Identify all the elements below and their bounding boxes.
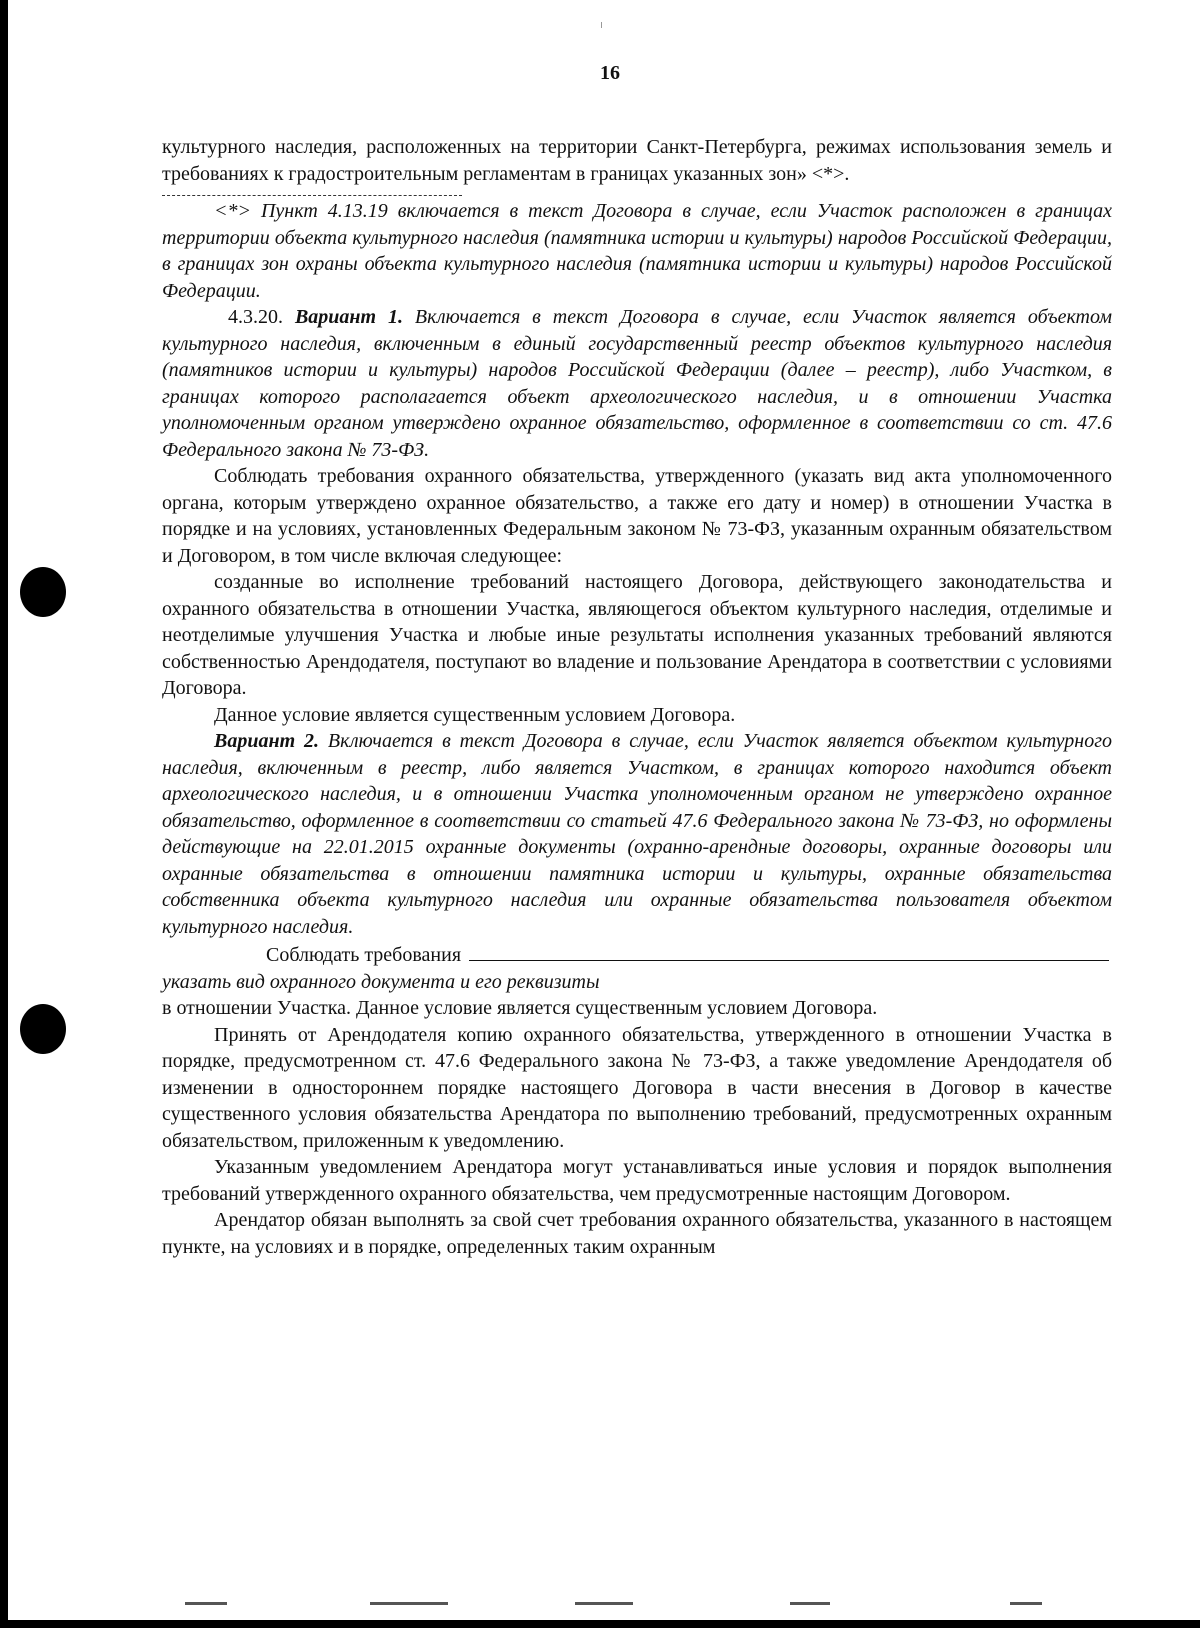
comply-requirements-line — [162, 940, 1112, 969]
accept-copy-paragraph: Принять от Арендодателя копию охранного обязательства, утвержденного в отношении Участка в порядке, предусмотренном ст. 47.6 Федерального закона № 73-ФЗ, а также уведомление Арендодателя об изменении в одностороннем порядке настоящего Договора в части внесения в Договор в качестве существенного условия обязательства Арендатора по выполнению требований, предусмотренных охранным обязательством, приложенным к уведомлению. — [162, 1023, 1112, 1152]
scan-mark — [601, 22, 602, 28]
fill-in-blank — [469, 940, 1109, 961]
footnote-paragraph: <*> Пункт 4.13.19 включается в текст Договора в случае, если Участок расположен в границах территории объекта культурного наследия (памятника истории и культуры) народов Российской Федерации, в границах зон охраны объекта культурного наследия (памятника истории и культуры) народов Российской Федерации. — [162, 200, 1112, 302]
punch-hole-top — [20, 567, 66, 617]
clause-number: 4.3.20. — [228, 306, 295, 328]
footnote-separator — [162, 195, 462, 196]
signature-mark — [575, 1602, 633, 1605]
relation-paragraph: в отношении Участка. Данное условие является существенным условием Договора. — [162, 997, 878, 1019]
signature-mark — [790, 1602, 830, 1605]
punch-hole-bottom — [20, 1004, 66, 1054]
essential-condition-paragraph: Данное условие является существенным условием Договора. — [214, 703, 736, 726]
signature-mark — [1010, 1602, 1042, 1605]
variant-1-text: Включается в текст Договора в случае, если Участок является объектом культурного наследия, включенным в единый государственный реестр объектов культурного наследия (памятников истории и культуры) народов Российской Федерации (далее – реестр), либо Участком, в границах которого располагается объект археологического наследия, и в отношении Участка уполномоченным органом утверждено охранное обязательство, оформленное в соответствии со ст. 47.6 Федерального закона № 73-ФЗ. — [162, 306, 1113, 461]
document-body — [162, 134, 1112, 1260]
variant-1-label: Вариант 1. — [294, 306, 403, 328]
variant-2-label: Вариант 2. — [214, 730, 320, 752]
signature-mark — [370, 1602, 448, 1605]
scan-bottom-edge — [0, 1620, 1200, 1628]
scan-left-edge — [0, 0, 8, 1628]
improvements-paragraph: созданные во исполнение требований настоящего Договора, действующего законодательства и охранного обязательства в отношении Участка, являющегося объектом культурного наследия, отделимые и неотделимые улучшения Участка и любые иные результаты исполнения указанных требований являются собственностью Арендодателя, поступают во владение и пользование Арендатора в соответствии с условиями Договора. — [162, 571, 1112, 699]
clause-4-3-20 — [162, 304, 1112, 463]
comply-requirements-label: Соблюдать требования — [266, 944, 462, 966]
comply-obligation-paragraph: Соблюдать требования охранного обязательства, утвержденного (указать вид акта уполномоченного органа, которым утверждено охранное обязательство, а также его дату и номер) в отношении Участка в порядке и на условиях, установленных Федеральным законом № 73-ФЗ, указанным охранным обязательством и Договором, в том числе включая следующее: — [162, 465, 1112, 567]
variant-2-paragraph — [162, 728, 1112, 940]
page-number: 16 — [600, 62, 620, 84]
notice-paragraph: Указанным уведомлением Арендатора могут устанавливаться иные условия и порядок выполнения требований утвержденного охранного обязательства, чем предусмотренные настоящим Договором. — [162, 1156, 1112, 1205]
variant-2-text: Включается в текст Договора в случае, если Участок является объектом культурного наследия, включенным в реестр, либо является Участком, в границах которого находится объект археологического наследия, и в отношении Участка уполномоченным органом не утверждено охранное обязательство, оформленное в соответствии со статьей 47.6 Федерального закона № 73-ФЗ, но оформлены действующие на 22.01.2015 охранные документы (охранно-арендные договоры, охранные договоры или охранные обязательства в отношении памятника истории и культуры, охранные обязательства собственника объекта культурного наследия или охранные обязательства пользователя объектом культурного наследия. — [162, 730, 1112, 938]
blank-caption: указать вид охранного документа и его реквизиты — [162, 970, 600, 993]
signature-mark — [185, 1602, 227, 1605]
tenant-obligation-paragraph: Арендатор обязан выполнять за свой счет требования охранного обязательства, указанного в настоящем пункте, на условиях и в порядке, определенных таким охранным — [162, 1209, 1112, 1258]
paragraph-continuation: культурного наследия, расположенных на территории Санкт-Петербурга, режимах использования земель и требованиях к градостроительным регламентам в границах указанных зон» <*>. — [162, 136, 1112, 185]
